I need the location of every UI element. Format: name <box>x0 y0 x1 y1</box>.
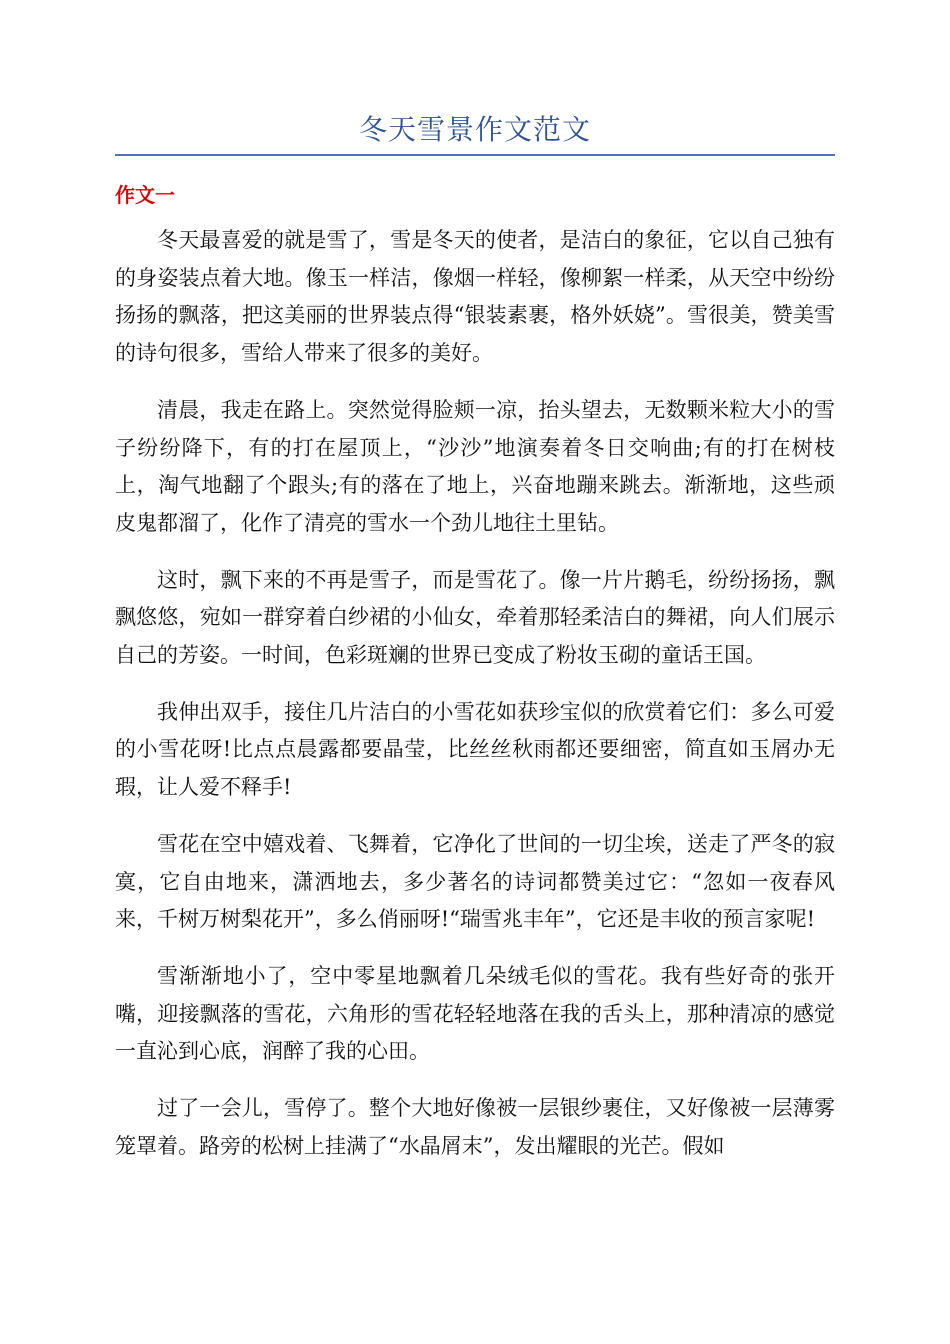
title-divider <box>115 154 835 156</box>
paragraph-1: 冬天最喜爱的就是雪了，雪是冬天的使者，是洁白的象征，它以自己独有的身姿装点着大地。像玉一样洁，像烟一样轻，像柳絮一样柔，从天空中纷纷扬扬的飘落，把这美丽的世界装点得“银装素裹，格外妖娆”。雪很美，赞美雪的诗句很多，雪给人带来了很多的美好。 <box>115 228 835 366</box>
paragraph-4: 我伸出双手，接住几片洁白的小雪花如获珍宝似的欣赏着它们：多么可爱的小雪花呀!比点点晨露都要晶莹，比丝丝秋雨都还要细密，简直如玉屑办无瑕，让人爱不释手! <box>115 699 835 800</box>
paragraph-3: 这时，飘下来的不再是雪子，而是雪花了。像一片片鹅毛，纷纷扬扬，飘飘悠悠，宛如一群穿着白纱裙的小仙女，牵着那轻柔洁白的舞裙，向人们展示自己的芳姿。一时间，色彩斑斓的世界已变成了粉妆玉砌的童话王国。 <box>115 567 835 668</box>
essay-body <box>115 222 835 1184</box>
paragraph-6: 雪渐渐地小了，空中零星地飘着几朵绒毛似的雪花。我有些好奇的张开嘴，迎接飘落的雪花，六角形的雪花轻轻地落在我的舌头上，那种清凉的感觉一直沁到心底，润醉了我的心田。 <box>115 963 835 1064</box>
section-heading: 作文一 <box>115 183 175 207</box>
paragraph-5: 雪花在空中嬉戏着、飞舞着，它净化了世间的一切尘埃，送走了严冬的寂寞，它自由地来，潇洒地去，多少著名的诗词都赞美过它：“忽如一夜春风来，千树万树梨花开”，多么俏丽呀!“瑞雪兆丰年”，它还是丰收的预言家呢! <box>115 831 835 932</box>
page-title: 冬天雪景作文范文 <box>358 113 591 146</box>
paragraph-7: 过了一会儿，雪停了。整个大地好像被一层银纱裹住，又好像被一层薄雾笼罩着。路旁的松树上挂满了“水晶屑末”，发出耀眼的光芒。假如 <box>115 1096 835 1158</box>
paragraph-2: 清晨，我走在路上。突然觉得脸颊一凉，抬头望去，无数颗米粒大小的雪子纷纷降下，有的打在屋顶上，“沙沙”地演奏着冬日交响曲;有的打在树枝上，淘气地翻了个跟头;有的落在了地上，兴奋地蹦来跳去。渐渐地，这些顽皮鬼都溜了，化作了清亮的雪水一个劲儿地往土里钻。 <box>115 397 835 535</box>
